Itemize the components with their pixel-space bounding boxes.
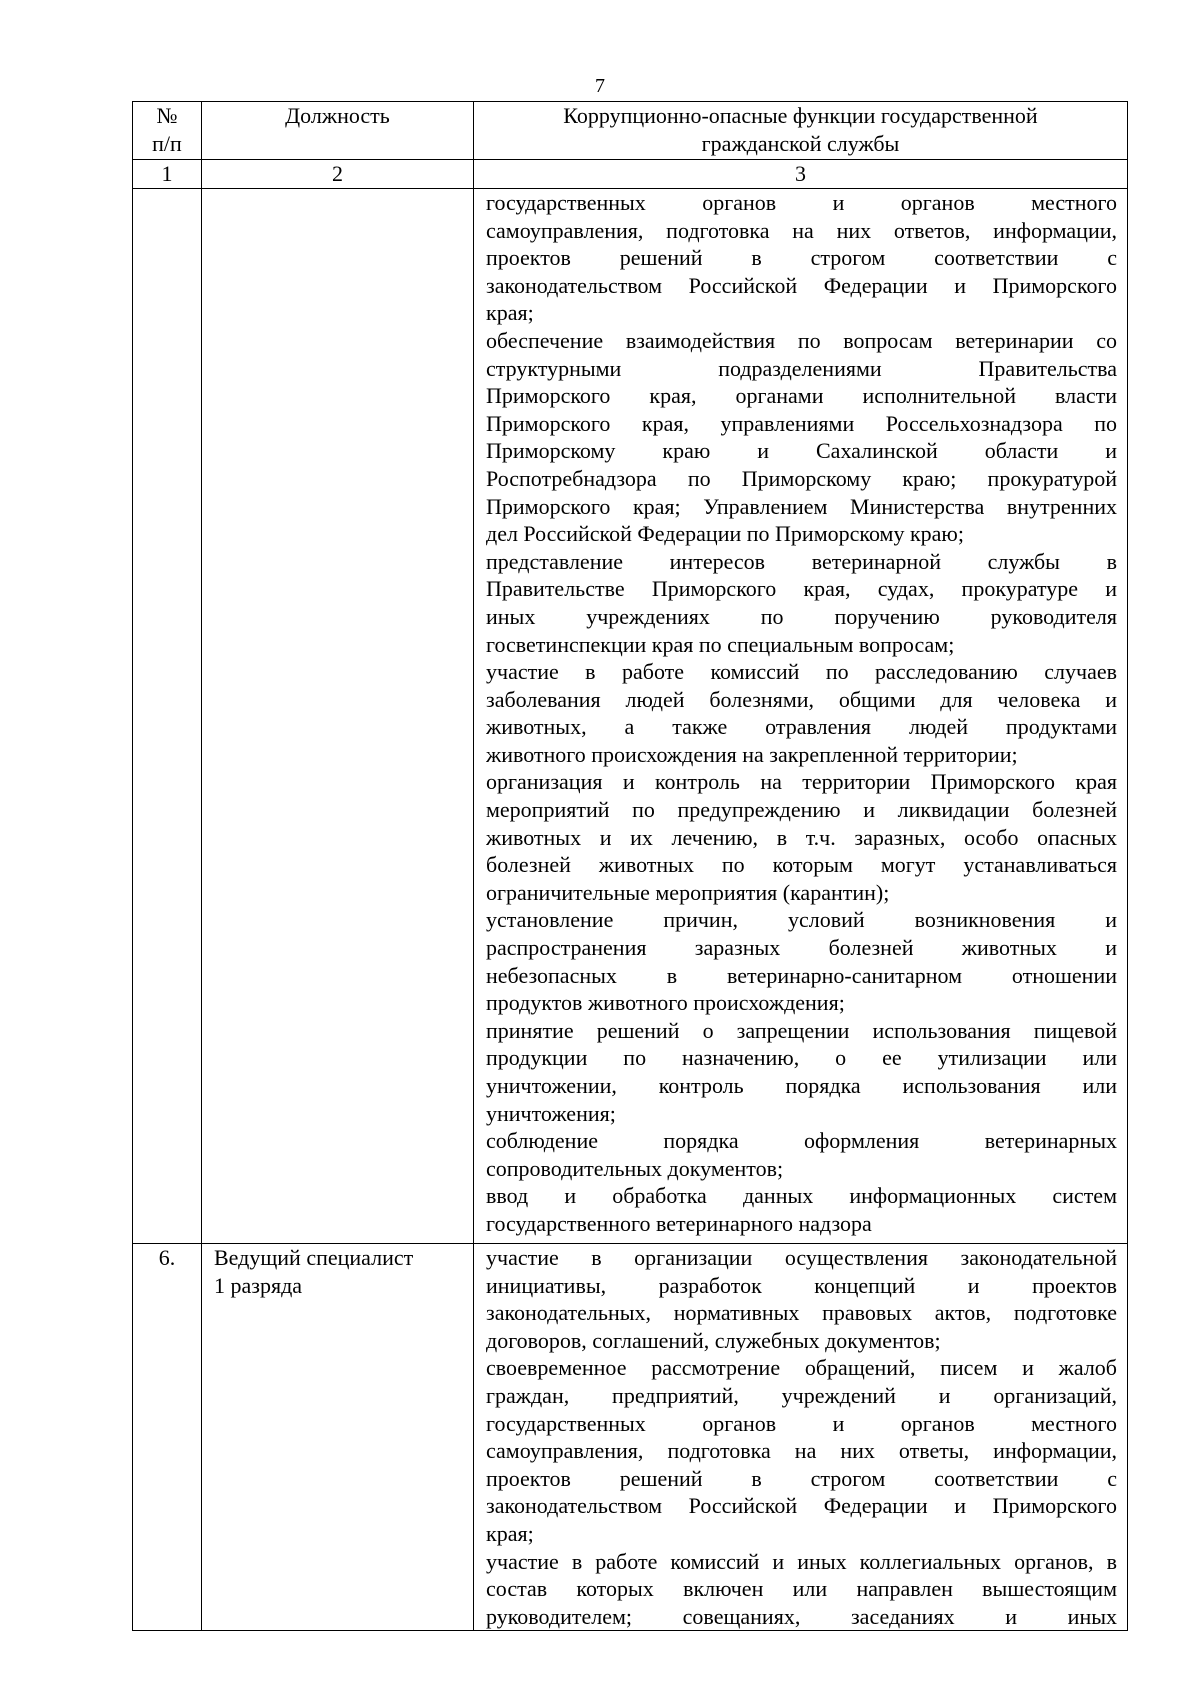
position-line-1: Ведущий специалист	[214, 1245, 414, 1270]
function-text-line: установление причин, условий возникновения и	[486, 907, 1117, 933]
function-text-line: принятие решений о запрещении использования пищевой	[486, 1017, 1117, 1043]
function-text-line: продукции по назначению, о ее утилизации или	[486, 1045, 1117, 1071]
function-text-line: соблюдение порядка оформления ветеринарных	[486, 1128, 1117, 1154]
function-text-line: ограничительные мероприятия (карантин);	[486, 879, 890, 905]
page-number: 7	[595, 75, 605, 97]
function-text-line: участие в работе комиссий по расследованию случаев	[486, 659, 1117, 685]
function-text-line: законодательством Российской Федерации и Приморского	[486, 272, 1117, 298]
header-position: Должность	[202, 102, 474, 160]
header-num-line-1: №	[156, 103, 178, 128]
function-text-line: Приморскому краю и Сахалинской области и	[486, 438, 1117, 464]
header-num	[133, 102, 202, 160]
table-row	[133, 189, 1128, 1244]
row-number	[133, 189, 202, 1244]
function-text-line: проектов решений в строгом соответствии с	[486, 245, 1117, 271]
function-text-line: граждан, предприятий, учреждений и организаций,	[486, 1382, 1117, 1408]
function-text-line: небезопасных в ветеринарно-санитарном отношении	[486, 962, 1117, 988]
function-text-line: заболевания людей болезнями, общими для человека и	[486, 686, 1117, 712]
function-text-line: Приморского края; Управлением Министерства внутренних	[486, 493, 1117, 519]
header-functions	[474, 102, 1128, 160]
function-text-line: животных, а также отравления людей продуктами	[486, 714, 1117, 740]
corruption-functions-table	[132, 101, 1128, 1631]
function-text-line: животного происхождения на закрепленной территории;	[486, 741, 1018, 767]
table-header-row	[133, 102, 1128, 160]
row-functions	[474, 189, 1128, 1244]
position-line-2: 1 разряда	[214, 1272, 303, 1298]
function-text-line: представление интересов ветеринарной службы в	[486, 548, 1117, 574]
function-text-line: иных учреждениях по поручению руководителя	[486, 603, 1117, 629]
function-text-line: ввод и обработка данных информационных систем	[486, 1183, 1117, 1209]
row-functions	[474, 1244, 1128, 1631]
function-text-line: мероприятий по предупреждению и ликвидации болезней	[486, 797, 1117, 823]
function-text-line: Приморского края, органами исполнительной власти	[486, 383, 1117, 409]
function-text-line: государственных органов и органов местного	[486, 190, 1117, 215]
header-functions-line-2: гражданской службы	[701, 130, 900, 156]
row-number: 6.	[133, 1244, 202, 1631]
header-functions-line-1: Коррупционно-опасные функции государственной	[563, 103, 1038, 128]
function-text-line: государственного ветеринарного надзора	[486, 1210, 872, 1236]
function-text-line: обеспечение взаимодействия по вопросам ветеринарии со	[486, 327, 1117, 353]
function-text-line: дел Российской Федерации по Приморскому краю;	[486, 521, 964, 547]
function-text-line: своевременное рассмотрение обращений, писем и жалоб	[486, 1355, 1117, 1381]
function-text-line: уничтожения;	[486, 1100, 616, 1126]
header-num-line-2: п/п	[152, 130, 182, 156]
function-text-line: Правительстве Приморского края, судах, прокуратуре и	[486, 576, 1117, 602]
function-text-line: инициативы, разработок концепций и проектов	[486, 1272, 1117, 1298]
function-text-line: проектов решений в строгом соответствии с	[486, 1465, 1117, 1491]
column-index-3: 3	[474, 160, 1128, 189]
function-text-line: продуктов животного происхождения;	[486, 990, 845, 1016]
function-text-line: законодательных, нормативных правовых актов, подготовке	[486, 1300, 1117, 1326]
function-text-line: уничтожении, контроль порядка использования или	[486, 1073, 1117, 1098]
column-index-2: 2	[202, 160, 474, 189]
function-text-line: состав которых включен или направлен вышестоящим	[486, 1576, 1117, 1602]
function-text-line: участие в работе комиссий и иных коллегиальных органов, в	[486, 1548, 1117, 1574]
function-text-line: структурными подразделениями Правительства	[486, 355, 1117, 381]
column-index-1: 1	[133, 160, 202, 189]
function-text-line: самоуправления, подготовка на них ответов, информации,	[486, 217, 1117, 243]
function-text-line: края;	[486, 300, 534, 326]
function-text-line: участие в организации осуществления законодательной	[486, 1245, 1117, 1270]
table-row	[133, 1244, 1128, 1631]
function-text-line: договоров, соглашений, служебных документов;	[486, 1327, 941, 1353]
function-text-line: самоуправления, подготовка на них ответы, информации,	[486, 1438, 1117, 1464]
row-position	[202, 189, 474, 1244]
row-position	[202, 1244, 474, 1631]
function-text-line: Приморского края, управлениями Россельхознадзора по	[486, 410, 1117, 436]
function-text-line: законодательством Российской Федерации и Приморского	[486, 1493, 1117, 1519]
function-text-line: животных и их лечению, в т.ч. заразных, особо опасных	[486, 824, 1117, 850]
function-text-line: госветинспекции края по специальным вопросам;	[486, 631, 955, 657]
function-text-line: государственных органов и органов местного	[486, 1410, 1117, 1436]
function-text-line: края;	[486, 1520, 534, 1546]
column-index-row	[133, 160, 1128, 189]
function-text-line: организация и контроль на территории Приморского края	[486, 769, 1117, 795]
function-text-line: болезней животных по которым могут устанавливаться	[486, 852, 1117, 878]
function-text-line: руководителем; совещаниях, заседаниях и иных	[486, 1603, 1117, 1629]
function-text-line: распространения заразных болезней животных и	[486, 935, 1117, 961]
function-text-line: Роспотребнадзора по Приморскому краю; прокуратурой	[486, 465, 1117, 491]
function-text-line: сопроводительных документов;	[486, 1155, 784, 1181]
